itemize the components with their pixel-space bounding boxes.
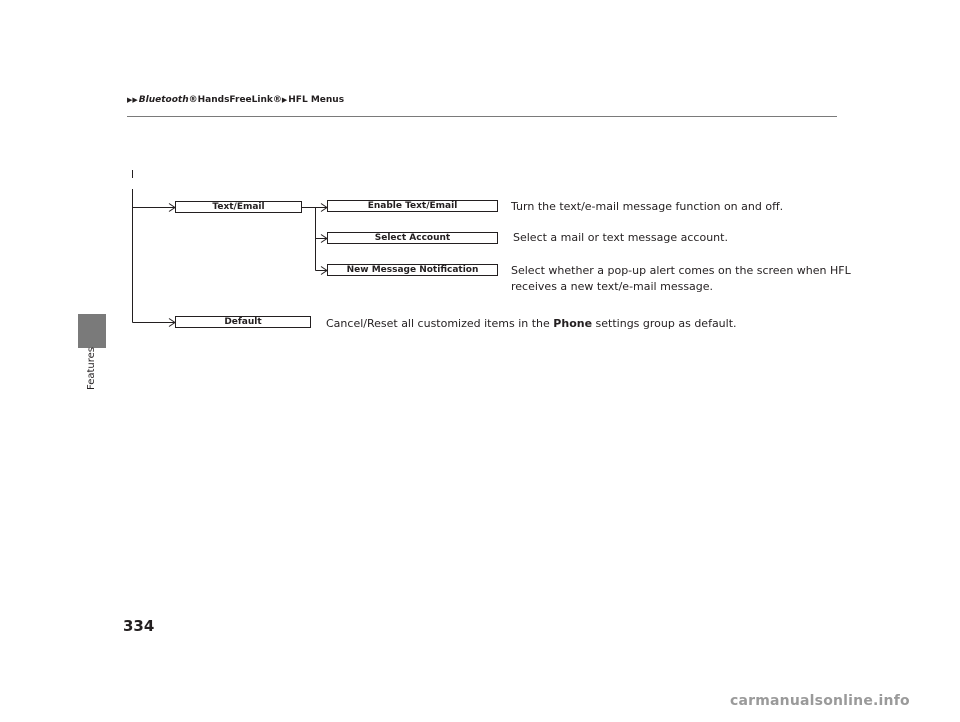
arrow-icon: ▶: [281, 96, 288, 104]
watermark-logo: carmanualsonline.info: [730, 693, 910, 709]
page-number: 334: [123, 617, 155, 635]
menu-text-email[interactable]: Text/Email: [175, 201, 302, 213]
breadcrumb-registered: ®: [188, 95, 198, 105]
desc-default-post: settings group as default.: [592, 317, 737, 330]
desc-default-pre: Cancel/Reset all customized items in the: [326, 317, 554, 330]
breadcrumb-hfl-menus[interactable]: HFL Menus: [288, 95, 345, 105]
section-label: Features: [86, 347, 97, 390]
desc-enable-text-email: Turn the text/e-mail message function on and off.: [511, 200, 784, 213]
desc-default: [326, 316, 737, 332]
menu-enable-text-email[interactable]: Enable Text/Email: [327, 200, 498, 212]
arrow-icon: ▶▶: [127, 96, 138, 104]
breadcrumb-bluetooth[interactable]: Bluetooth: [138, 95, 189, 105]
menu-select-account[interactable]: Select Account: [327, 232, 498, 244]
menu-default[interactable]: Default: [175, 316, 311, 328]
desc-default-phone: Phone: [553, 317, 593, 330]
desc-select-account: Select a mail or text message account.: [513, 231, 728, 244]
desc-new-message-line1: Select whether a pop-up alert comes on the screen when HFL: [511, 264, 851, 277]
menu-new-message-notification[interactable]: New Message Notification: [327, 264, 498, 276]
breadcrumb-handsfreelink[interactable]: HandsFreeLink®: [197, 95, 282, 105]
desc-new-message-line2: receives a new text/e-mail message.: [511, 280, 714, 293]
